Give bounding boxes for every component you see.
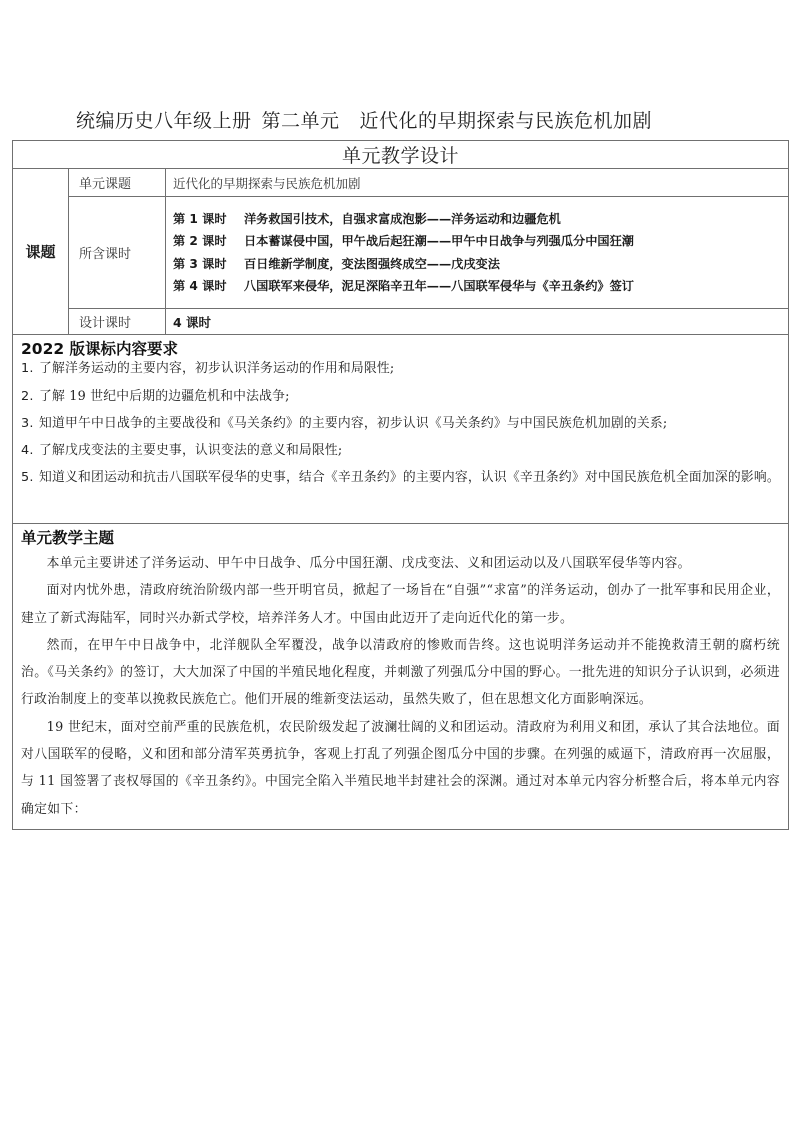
requirement-text: 知道甲午中日战争的主要战役和《马关条约》的主要内容，初步认识《马关条约》与中国民族危机加剧的关系; (39, 416, 668, 431)
theme-paragraph: 然而，在甲午中日战争中，北洋舰队全军覆没，战争以清政府的惨败而告终。这也说明洋务运动并不能挽救清王朝的腐朽统治。《马关条约》的签订，大大加深了中国的半殖民地化程度，并刺激了列强瓜分中国的野心。一批先进的知识分子认识到，必须进行政治制度上的变革以挽救民族危亡。他们开展的维新变法运动，虽然失败了，但在思想文化方面影响深远。 (21, 637, 781, 708)
requirement-number: 2. (21, 389, 34, 404)
lesson-text: 百日维新学制度，变法图强终成空——戊戌变法 (244, 256, 500, 271)
requirement-item (21, 437, 780, 464)
requirement-text: 了解 19 世纪中后期的边疆危机和中法战争; (39, 389, 290, 404)
lesson-text: 日本蓄谋侵中国，甲午战后起狂潮——甲午中日战争与列强瓜分中国狂潮 (244, 234, 634, 248)
document-title (76, 106, 652, 133)
curriculum-title: 2022 版课标内容要求 (21, 340, 179, 358)
lesson-item (173, 275, 788, 298)
lesson-number: 第 4 课时 (173, 279, 227, 293)
lesson-item (173, 253, 788, 276)
requirement-text: 了解洋务运动的主要内容，初步认识洋务运动的作用和局限性; (39, 361, 395, 376)
requirement-item (21, 410, 780, 437)
unit-design-table (12, 140, 789, 830)
lesson-item (173, 230, 788, 253)
unit-topic-label: 单元课题 (69, 169, 166, 197)
lesson-number: 第 1 课时 (173, 211, 227, 226)
unit-topic-value: 近代化的早期探索与民族危机加剧 (166, 169, 789, 197)
requirement-item (21, 383, 780, 410)
title-topic: 近代化的早期探索与民族危机加剧 (359, 110, 653, 132)
design-hours-label: 设计课时 (69, 309, 166, 335)
requirement-item (21, 359, 780, 379)
requirement-number: 5. (21, 470, 34, 485)
lesson-number: 第 3 课时 (173, 256, 227, 271)
requirement-text: 知道义和团运动和抗击八国联军侵华的史事，结合《辛丑条约》的主要内容，认识《辛丑条约》对中国民族危机全面加深的影响。 (39, 470, 780, 485)
lesson-text: 八国联军来侵华，泥足深陷辛丑年——八国联军侵华与《辛丑条约》签订 (244, 279, 634, 293)
theme-paragraph: 本单元主要讲述了洋务运动、甲午中日战争、瓜分中国狂潮、戊戌变法、义和团运动以及八国联军侵华等内容。 (46, 556, 691, 571)
lesson-number: 第 2 课时 (173, 234, 227, 248)
lesson-item (173, 208, 788, 231)
requirement-number: 3. (21, 416, 34, 431)
title-unit: 第二单元 (261, 110, 340, 132)
theme-paragraph: 面对内忧外患，清政府统治阶级内部一些开明官员，掀起了一场旨在“自强”“求富”的洋务运动，创办了一批军事和民用企业，建立了新式海陆军，同时兴办新式学校，培养洋务人才。中国由此迈开了走向近代化的第一步。 (21, 583, 781, 626)
theme-title: 单元教学主题 (21, 529, 115, 547)
row-label-topic: 课题 (13, 169, 69, 335)
lessons-list (166, 197, 789, 309)
table-header: 单元教学设计 (13, 141, 789, 169)
lessons-label: 所含课时 (69, 197, 166, 309)
requirement-item (21, 464, 780, 491)
design-hours-value: 4 课时 (166, 309, 789, 335)
theme-section (13, 524, 789, 830)
theme-paragraph: 19 世纪末，面对空前严重的民族危机，农民阶级发起了波澜壮阔的义和团运动。清政府为利用义和团，承认了其合法地位。面对八国联军的侵略，义和团和部分清军英勇抗争，客观上打乱了列强企图瓜分中国的步骤。在列强的威逼下，清政府再一次屈服，与 11 国签署了丧权辱国的《辛丑条约》。中国完全陷入半殖民地半封建社会的深渊。通过对本单元内容分析整合后，将本单元内容确定如下： (21, 719, 781, 817)
requirement-number: 1. (21, 361, 34, 376)
title-book: 统编历史八年级上册 (76, 110, 252, 132)
requirement-text: 了解戊戌变法的主要史事，认识变法的意义和局限性; (39, 443, 343, 458)
curriculum-section (13, 335, 789, 524)
requirement-number: 4. (21, 443, 34, 458)
lesson-text: 洋务救国引技术，自强求富成泡影——洋务运动和边疆危机 (244, 211, 561, 226)
